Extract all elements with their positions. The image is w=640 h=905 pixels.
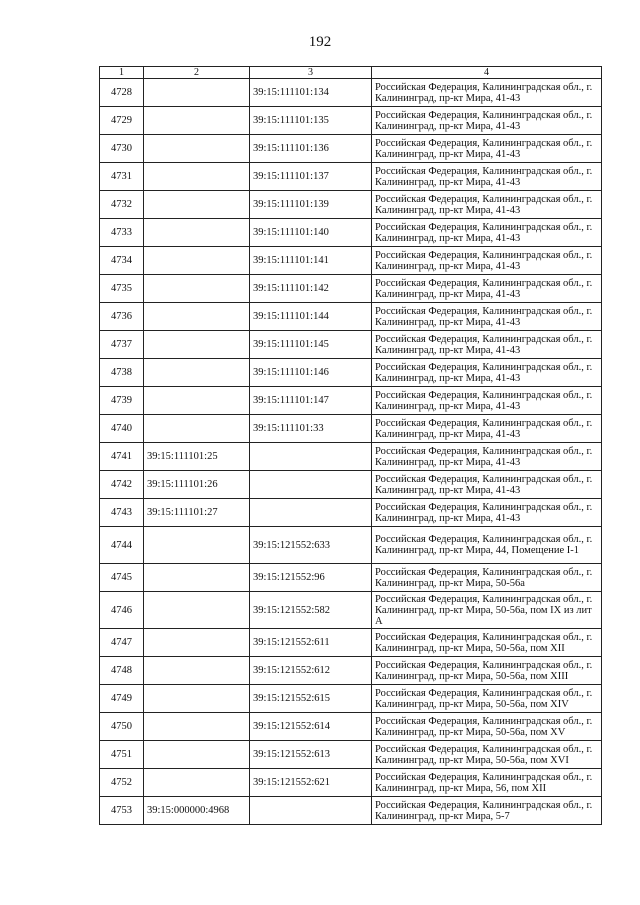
table-row <box>100 713 602 741</box>
cadastral-number-cell <box>144 713 250 741</box>
table-row <box>100 527 602 564</box>
cadastral-number-cell <box>144 629 250 657</box>
row-number-cell: 4744 <box>100 527 144 564</box>
address-cell: Российская Федерация, Калининградская обл., г. Калининград, пр-кт Мира, 50-56а, пом IX из лит А <box>372 592 602 629</box>
table-row <box>100 107 602 135</box>
table-row <box>100 629 602 657</box>
row-number-cell: 4729 <box>100 107 144 135</box>
row-number-cell: 4737 <box>100 331 144 359</box>
table-row <box>100 163 602 191</box>
address-cell: Российская Федерация, Калининградская обл., г. Калининград, пр-кт Мира, 50-56а <box>372 564 602 592</box>
row-number-cell: 4751 <box>100 741 144 769</box>
row-number-cell: 4734 <box>100 247 144 275</box>
cadastral-number-cell: 39:15:121552:613 <box>250 741 372 769</box>
address-cell: Российская Федерация, Калининградская обл., г. Калининград, пр-кт Мира, 41-43 <box>372 499 602 527</box>
cadastral-number-cell <box>144 769 250 797</box>
address-cell: Российская Федерация, Калининградская обл., г. Калининград, пр-кт Мира, 41-43 <box>372 107 602 135</box>
cadastral-number-cell <box>250 499 372 527</box>
row-number-cell: 4739 <box>100 387 144 415</box>
address-cell: Российская Федерация, Калининградская обл., г. Калининград, пр-кт Мира, 41-43 <box>372 415 602 443</box>
cadastral-number-cell <box>144 685 250 713</box>
address-cell: Российская Федерация, Калининградская обл., г. Калининград, пр-кт Мира, 41-43 <box>372 303 602 331</box>
column-header-2: 2 <box>144 67 250 79</box>
cadastral-number-cell <box>144 387 250 415</box>
address-cell: Российская Федерация, Калининградская обл., г. Калининград, пр-кт Мира, 50-56а, пом XIII <box>372 657 602 685</box>
address-cell: Российская Федерация, Калининградская обл., г. Калининград, пр-кт Мира, 50-56а, пом XV <box>372 713 602 741</box>
table-row <box>100 657 602 685</box>
column-header-1: 1 <box>100 67 144 79</box>
cadastral-number-cell: 39:15:111101:26 <box>144 471 250 499</box>
cadastral-number-cell: 39:15:111101:27 <box>144 499 250 527</box>
cadastral-number-cell: 39:15:111101:147 <box>250 387 372 415</box>
cadastral-number-cell <box>144 79 250 107</box>
column-header-4: 4 <box>372 67 602 79</box>
cadastral-number-cell <box>144 247 250 275</box>
cadastral-number-cell <box>144 303 250 331</box>
row-number-cell: 4730 <box>100 135 144 163</box>
cadastral-number-cell: 39:15:111101:140 <box>250 219 372 247</box>
cadastral-number-cell <box>144 191 250 219</box>
address-cell: Российская Федерация, Калининградская обл., г. Калининград, пр-кт Мира, 41-43 <box>372 163 602 191</box>
cadastral-number-cell: 39:15:111101:25 <box>144 443 250 471</box>
address-cell: Российская Федерация, Калининградская обл., г. Калининград, пр-кт Мира, 41-43 <box>372 471 602 499</box>
column-header-3: 3 <box>250 67 372 79</box>
cadastral-number-cell: 39:15:121552:615 <box>250 685 372 713</box>
address-cell: Российская Федерация, Калининградская обл., г. Калининград, пр-кт Мира, 41-43 <box>372 191 602 219</box>
row-number-cell: 4745 <box>100 564 144 592</box>
cadastral-number-cell <box>144 275 250 303</box>
table-row <box>100 443 602 471</box>
row-number-cell: 4738 <box>100 359 144 387</box>
table-row <box>100 471 602 499</box>
table-row <box>100 219 602 247</box>
cadastral-number-cell <box>144 359 250 387</box>
row-number-cell: 4735 <box>100 275 144 303</box>
table-row <box>100 359 602 387</box>
cadastral-number-cell: 39:15:111101:139 <box>250 191 372 219</box>
cadastral-number-cell: 39:15:111101:136 <box>250 135 372 163</box>
cadastral-number-cell: 39:15:121552:633 <box>250 527 372 564</box>
row-number-cell: 4749 <box>100 685 144 713</box>
table-row <box>100 741 602 769</box>
header-row <box>100 67 602 79</box>
address-cell: Российская Федерация, Калининградская обл., г. Калининград, пр-кт Мира, 41-43 <box>372 331 602 359</box>
table-row <box>100 415 602 443</box>
table-row <box>100 685 602 713</box>
cadastral-number-cell <box>144 219 250 247</box>
row-number-cell: 4732 <box>100 191 144 219</box>
address-cell: Российская Федерация, Калининградская обл., г. Калининград, пр-кт Мира, 41-43 <box>372 247 602 275</box>
page-number: 192 <box>308 34 332 50</box>
row-number-cell: 4736 <box>100 303 144 331</box>
address-cell: Российская Федерация, Калининградская обл., г. Калининград, пр-кт Мира, 5-7 <box>372 797 602 825</box>
table-row <box>100 797 602 825</box>
cadastral-number-cell: 39:15:000000:4968 <box>144 797 250 825</box>
cadastral-number-cell: 39:15:111101:134 <box>250 79 372 107</box>
row-number-cell: 4742 <box>100 471 144 499</box>
table-row <box>100 499 602 527</box>
row-number-cell: 4747 <box>100 629 144 657</box>
address-cell: Российская Федерация, Калининградская обл., г. Калининград, пр-кт Мира, 50-56а, пом XVI <box>372 741 602 769</box>
row-number-cell: 4748 <box>100 657 144 685</box>
table-row <box>100 769 602 797</box>
table-row <box>100 564 602 592</box>
address-cell: Российская Федерация, Калининградская обл., г. Калининград, пр-кт Мира, 41-43 <box>372 219 602 247</box>
cadastral-number-cell: 39:15:111101:141 <box>250 247 372 275</box>
table-row <box>100 247 602 275</box>
cadastral-number-cell <box>250 443 372 471</box>
address-cell: Российская Федерация, Калининградская обл., г. Калининград, пр-кт Мира, 41-43 <box>372 387 602 415</box>
row-number-cell: 4733 <box>100 219 144 247</box>
row-number-cell: 4740 <box>100 415 144 443</box>
cadastral-number-cell: 39:15:121552:611 <box>250 629 372 657</box>
cadastral-number-cell: 39:15:111101:146 <box>250 359 372 387</box>
row-number-cell: 4746 <box>100 592 144 629</box>
address-cell: Российская Федерация, Калининградская обл., г. Калининград, пр-кт Мира, 41-43 <box>372 359 602 387</box>
table-row <box>100 303 602 331</box>
cadastral-number-cell <box>144 163 250 191</box>
registry-table <box>99 66 602 825</box>
cadastral-number-cell: 39:15:111101:142 <box>250 275 372 303</box>
cadastral-number-cell <box>250 471 372 499</box>
row-number-cell: 4743 <box>100 499 144 527</box>
cadastral-number-cell: 39:15:111101:135 <box>250 107 372 135</box>
cadastral-number-cell: 39:15:111101:145 <box>250 331 372 359</box>
cadastral-number-cell: 39:15:111101:144 <box>250 303 372 331</box>
address-cell: Российская Федерация, Калининградская обл., г. Калининград, пр-кт Мира, 41-43 <box>372 275 602 303</box>
table-row <box>100 387 602 415</box>
cadastral-number-cell <box>144 741 250 769</box>
row-number-cell: 4731 <box>100 163 144 191</box>
table-row <box>100 275 602 303</box>
table-row <box>100 79 602 107</box>
row-number-cell: 4753 <box>100 797 144 825</box>
cadastral-number-cell <box>144 527 250 564</box>
cadastral-number-cell: 39:15:111101:137 <box>250 163 372 191</box>
cadastral-number-cell <box>144 592 250 629</box>
address-cell: Российская Федерация, Калининградская обл., г. Калининград, пр-кт Мира, 41-43 <box>372 443 602 471</box>
row-number-cell: 4741 <box>100 443 144 471</box>
cadastral-number-cell: 39:15:121552:621 <box>250 769 372 797</box>
cadastral-number-cell: 39:15:121552:96 <box>250 564 372 592</box>
cadastral-number-cell <box>144 657 250 685</box>
cadastral-number-cell <box>144 135 250 163</box>
cadastral-number-cell: 39:15:121552:612 <box>250 657 372 685</box>
address-cell: Российская Федерация, Калининградская обл., г. Калининград, пр-кт Мира, 56, пом XII <box>372 769 602 797</box>
row-number-cell: 4750 <box>100 713 144 741</box>
table-row <box>100 191 602 219</box>
cadastral-number-cell <box>144 564 250 592</box>
address-cell: Российская Федерация, Калининградская обл., г. Калининград, пр-кт Мира, 44, Помещение I-1 <box>372 527 602 564</box>
cadastral-number-cell <box>144 107 250 135</box>
address-cell: Российская Федерация, Калининградская обл., г. Калининград, пр-кт Мира, 50-56а, пом XII <box>372 629 602 657</box>
cadastral-number-cell <box>144 415 250 443</box>
cadastral-number-cell: 39:15:121552:614 <box>250 713 372 741</box>
cadastral-number-cell: 39:15:121552:582 <box>250 592 372 629</box>
address-cell: Российская Федерация, Калининградская обл., г. Калининград, пр-кт Мира, 50-56а, пом XIV <box>372 685 602 713</box>
row-number-cell: 4728 <box>100 79 144 107</box>
row-number-cell: 4752 <box>100 769 144 797</box>
cadastral-number-cell: 39:15:111101:33 <box>250 415 372 443</box>
table-row <box>100 331 602 359</box>
cadastral-number-cell <box>250 797 372 825</box>
address-cell: Российская Федерация, Калининградская обл., г. Калининград, пр-кт Мира, 41-43 <box>372 135 602 163</box>
table-body <box>100 79 602 825</box>
table-row <box>100 135 602 163</box>
table-row <box>100 592 602 629</box>
address-cell: Российская Федерация, Калининградская обл., г. Калининград, пр-кт Мира, 41-43 <box>372 79 602 107</box>
cadastral-number-cell <box>144 331 250 359</box>
